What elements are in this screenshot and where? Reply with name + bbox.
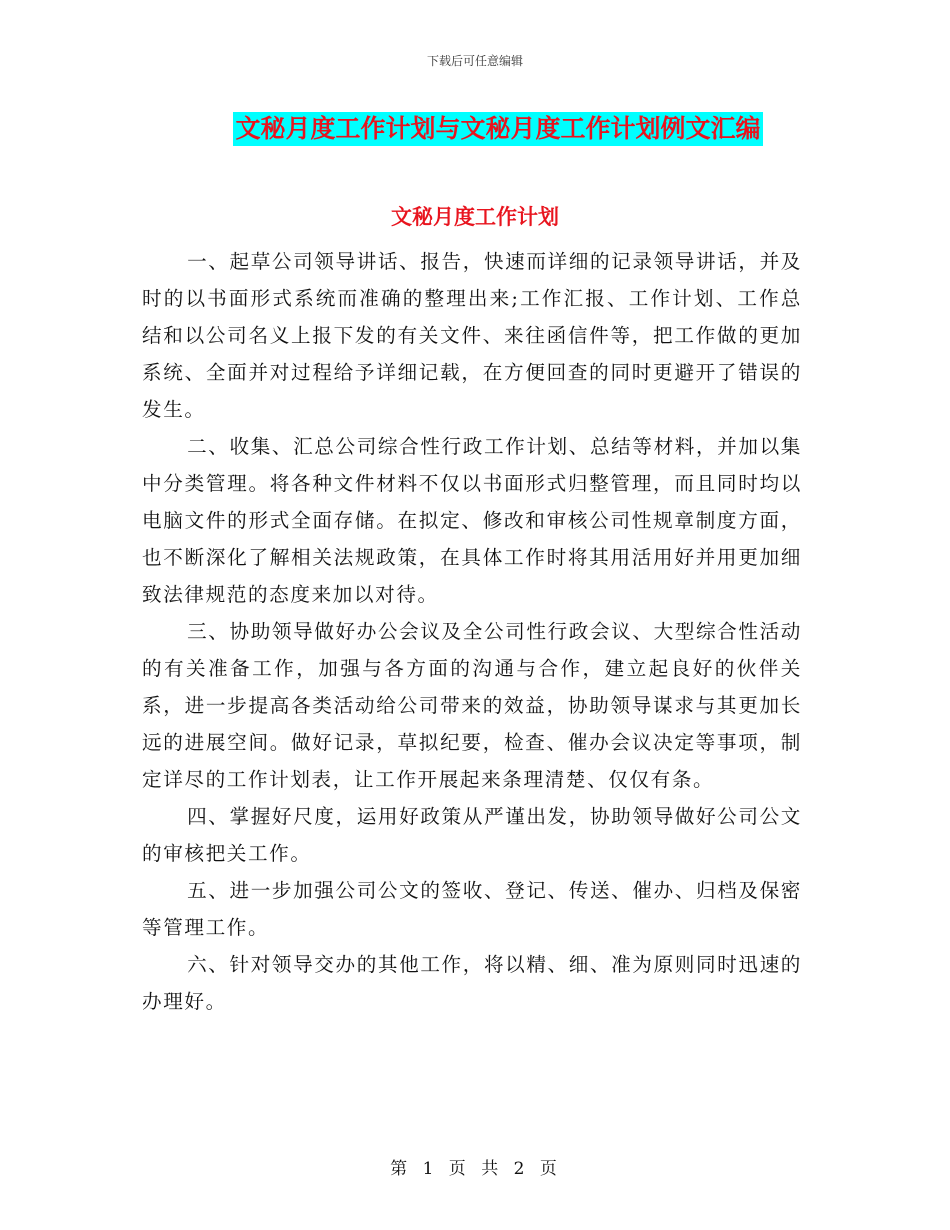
section-title: 文秘月度工作计划 bbox=[391, 205, 559, 229]
header-note: 下载后可任意编辑 bbox=[426, 54, 523, 68]
paragraph-5: 五、进一步加强公司公文的签收、登记、传送、催办、归档及保密等管理工作。 bbox=[142, 879, 802, 939]
paragraph-2: 二、收集、汇总公司综合性行政工作计划、总结等材料，并加以集中分类管理。将各种文件材料不仅以书面形式归整管理，而且同时均以电脑文件的形式全面存储。在拟定、修改和审核公司性规章制度方面，也不断深化了解相关法规政策，在具体工作时将其用活用好并用更加细致法律规范的态度来加以对待。 bbox=[142, 435, 802, 606]
paragraph-3: 三、协助领导做好办公会议及全公司性行政会议、大型综合性活动的有关准备工作，加强与各方面的沟通与合作，建立起良好的伙伴关系，进一步提高各类活动给公司带来的效益，协助领导谋求与其更加长远的进展空间。做好记录，草拟纪要，检查、催办会议决定等事项，制定详尽的工作计划表，让工作开展起来条理清楚、仅仅有条。 bbox=[142, 620, 802, 791]
doc-title-container bbox=[0, 112, 950, 146]
doc-title: 文秘月度工作计划与文秘月度工作计划例文汇编 bbox=[233, 112, 762, 146]
paragraph-4: 四、掌握好尺度，运用好政策从严谨出发，协助领导做好公司公文的审核把关工作。 bbox=[142, 805, 802, 865]
paragraph-1: 一、起草公司领导讲话、报告，快速而详细的记录领导讲话，并及时的以书面形式系统而准确的整理出来;工作汇报、工作计划、工作总结和以公司名义上报下发的有关文件、来往函信件等，把工作做的更加系统、全面并对过程给予详细记载，在方便回查的同时更避开了错误的发生。 bbox=[142, 250, 802, 421]
paragraph-6: 六、针对领导交办的其他工作，将以精、细、准为原则同时迅速的办理好。 bbox=[142, 953, 802, 1013]
page-footer: 第 1 页 共 2 页 bbox=[390, 1159, 560, 1179]
document-body bbox=[142, 243, 802, 1020]
